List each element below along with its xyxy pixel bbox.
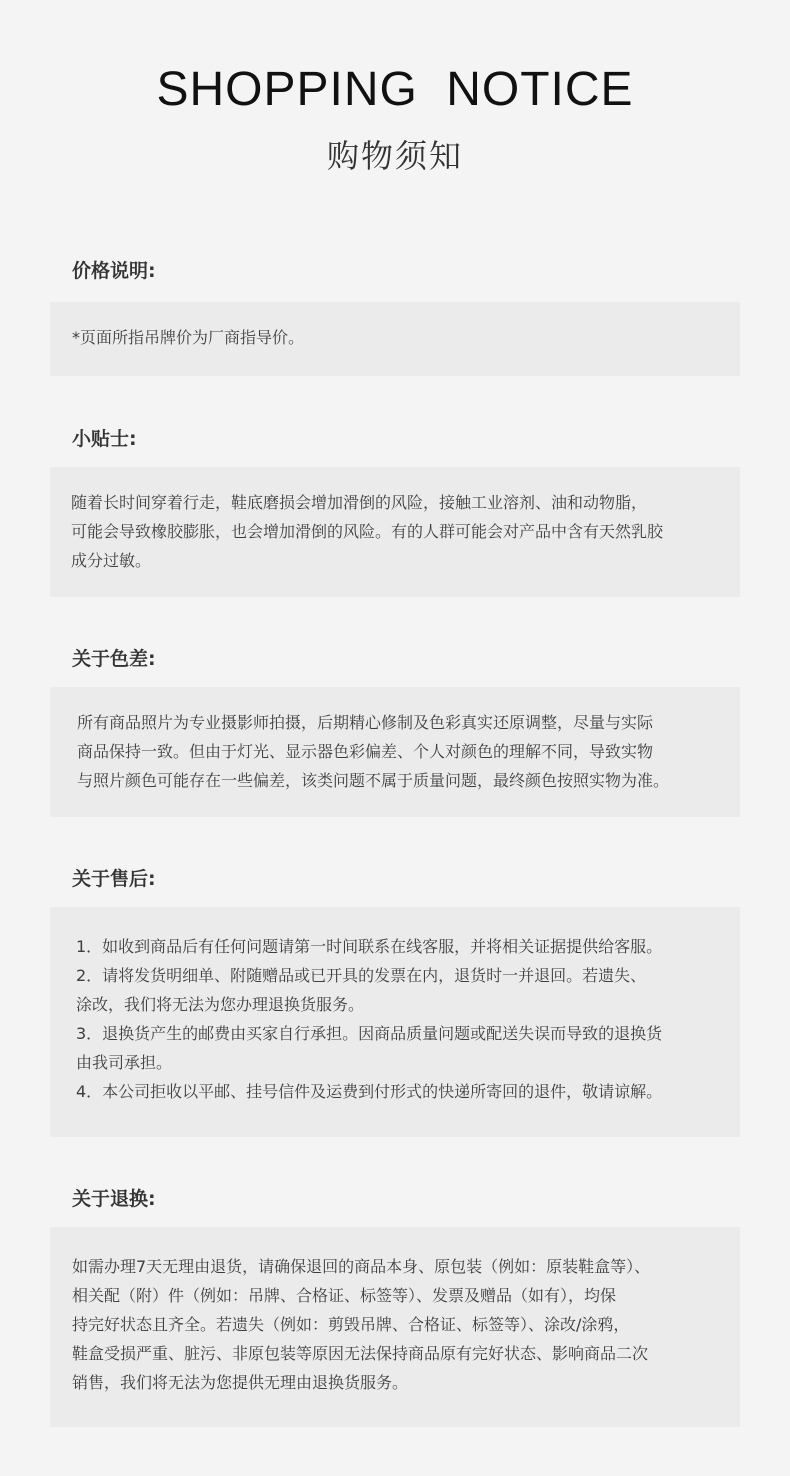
returns-line-2: 相关配（附）件（例如：吊牌、合格证、标签等）、发票及赠品（如有），均保 (72, 1286, 617, 1305)
color-section-box (50, 687, 740, 817)
returns-line-1: 如需办理7天无理由退货，请确保退回的商品本身、原包装（例如：原装鞋盒等）、 (72, 1257, 651, 1276)
aftersales-line-4: 3．退换货产生的邮费由买家自行承担。因商品质量问题或配送失误而导致的退换货 (76, 1024, 663, 1043)
color-line-3: 与照片颜色可能存在一些偏差，该类问题不属于质量问题，最终颜色按照实物为准。 (77, 771, 670, 790)
price-section-box (50, 302, 740, 376)
tips-section-title: 小贴士: (72, 428, 137, 450)
page-title-english: SHOPPING NOTICE (156, 63, 634, 116)
tips-line-2: 可能会导致橡胶膨胀，也会增加滑倒的风险。有的人群可能会对产品中含有天然乳胶 (71, 522, 664, 541)
aftersales-section-box (50, 907, 740, 1137)
page-title-chinese: 购物须知 (326, 137, 463, 175)
price-section-title: 价格说明: (72, 260, 156, 282)
aftersales-line-3: 涂改，我们将无法为您办理退换货服务。 (76, 995, 365, 1014)
returns-section-title: 关于退换: (72, 1188, 156, 1210)
tips-line-3: 成分过敏。 (71, 551, 152, 570)
aftersales-section-title: 关于售后: (72, 868, 156, 890)
aftersales-line-5: 由我司承担。 (76, 1053, 173, 1072)
aftersales-line-1: 1．如收到商品后有任何问题请第一时间联系在线客服，并将相关证据提供给客服。 (76, 937, 663, 956)
price-line-1: *页面所指吊牌价为厂商指导价。 (72, 328, 305, 347)
color-line-2: 商品保持一致。但由于灯光、显示器色彩偏差、个人对颜色的理解不同，导致实物 (77, 742, 654, 761)
aftersales-line-2: 2．请将发货明细单、附随赠品或已开具的发票在内，退货时一并退回。若遗失、 (76, 966, 647, 985)
tips-line-1: 随着长时间穿着行走，鞋底磨损会增加滑倒的风险，接触工业溶剂、油和动物脂， (71, 493, 648, 512)
color-section-title: 关于色差: (72, 648, 156, 670)
aftersales-line-6: 4．本公司拒收以平邮、挂号信件及运费到付形式的快递所寄回的退件，敬请谅解。 (76, 1082, 663, 1101)
returns-line-5: 销售，我们将无法为您提供无理由退换货服务。 (72, 1373, 409, 1392)
returns-section-box (50, 1227, 740, 1427)
tips-section-box (50, 467, 740, 597)
notice-header (0, 58, 790, 176)
returns-line-4: 鞋盒受损严重、脏污、非原包装等原因无法保持商品原有完好状态、影响商品二次 (72, 1344, 649, 1363)
color-line-1: 所有商品照片为专业摄影师拍摄，后期精心修制及色彩真实还原调整，尽量与实际 (77, 713, 654, 732)
returns-line-3: 持完好状态且齐全。若遗失（例如：剪毁吊牌、合格证、标签等）、涂改/涂鸦， (72, 1315, 630, 1334)
